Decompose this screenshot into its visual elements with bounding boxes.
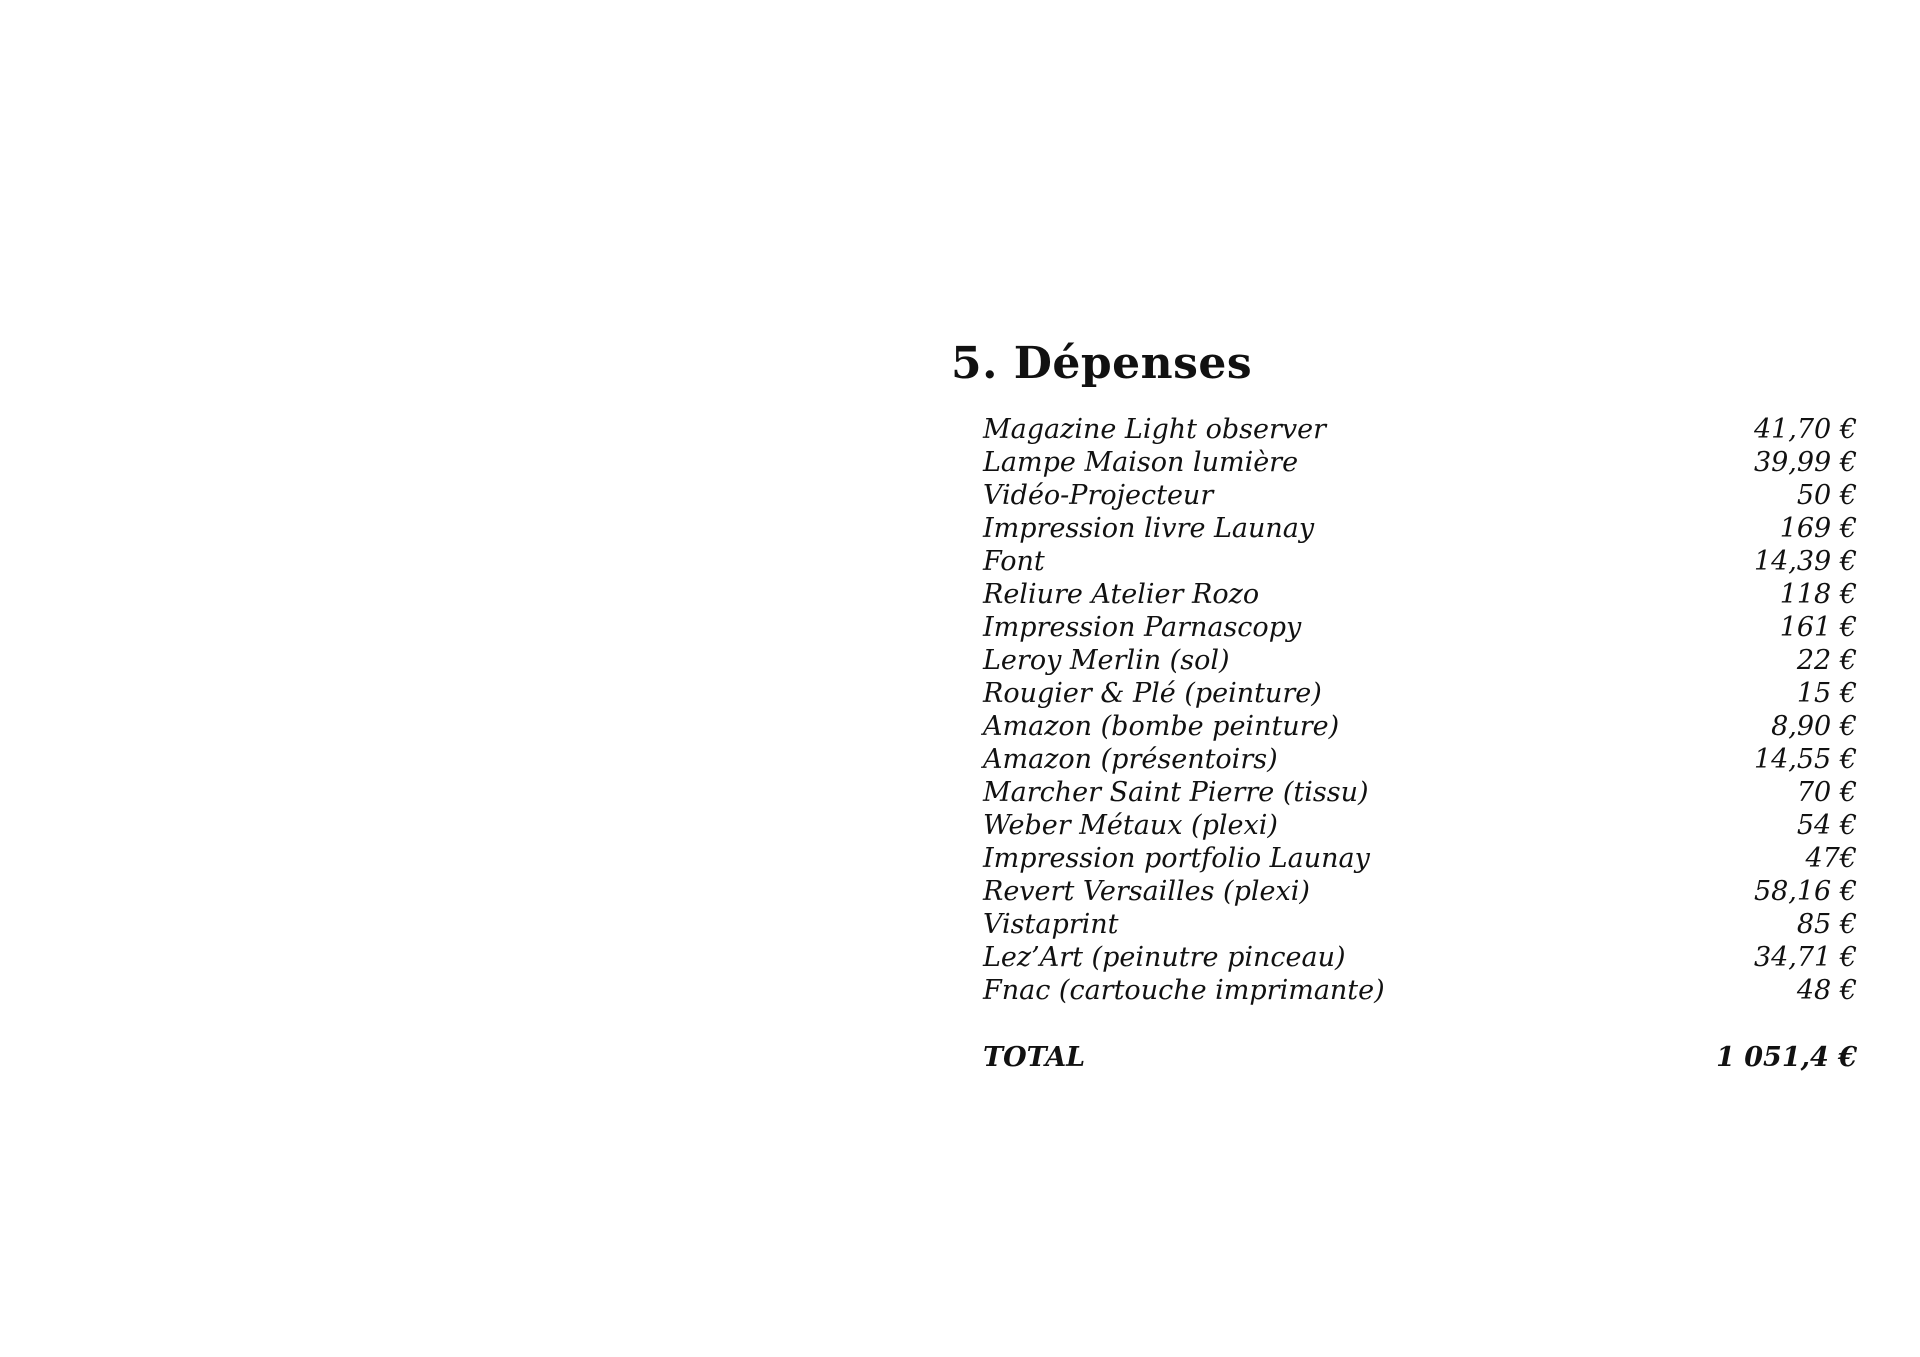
total-row	[983, 1040, 1857, 1076]
expense-label: Vistaprint	[983, 909, 1119, 940]
expense-label: Lez’Art (peinutre pinceau)	[983, 942, 1346, 973]
expense-label: Amazon (bombe peinture)	[983, 711, 1340, 742]
expense-label: Rougier & Plé (peinture)	[983, 678, 1322, 709]
expense-amount: 54 €	[1796, 810, 1857, 841]
expense-label: Reliure Atelier Rozo	[983, 579, 1260, 610]
expense-amount: 39,99 €	[1753, 447, 1857, 478]
page-title: 5. Dépenses	[951, 338, 1253, 389]
expense-label: Lampe Maison lumière	[983, 447, 1299, 478]
expense-amount: 14,39 €	[1753, 546, 1857, 577]
expense-row	[983, 578, 1857, 611]
expense-amount: 118 €	[1779, 579, 1857, 610]
expense-label: Vidéo-Projecteur	[983, 480, 1214, 511]
expense-label: Fnac (cartouche imprimante)	[983, 975, 1385, 1006]
expense-row	[983, 809, 1857, 842]
expense-row	[983, 710, 1857, 743]
expense-label: Font	[983, 546, 1045, 577]
expense-amount: 47€	[1805, 843, 1857, 874]
expense-amount: 169 €	[1779, 513, 1857, 544]
expense-row	[983, 446, 1857, 479]
expense-label: Leroy Merlin (sol)	[983, 645, 1230, 676]
expense-amount: 8,90 €	[1771, 711, 1857, 742]
expense-row	[983, 776, 1857, 809]
expense-row	[983, 644, 1857, 677]
expense-label: Magazine Light observer	[983, 414, 1327, 445]
total-amount: 1 051,4 €	[1716, 1042, 1857, 1073]
expense-label: Revert Versailles (plexi)	[983, 876, 1310, 907]
expense-row	[983, 743, 1857, 776]
expense-row	[983, 908, 1857, 941]
expense-label: Marcher Saint Pierre (tissu)	[983, 777, 1369, 808]
expense-label: Impression livre Launay	[983, 513, 1315, 544]
expense-row	[983, 413, 1857, 446]
expense-amount: 58,16 €	[1753, 876, 1857, 907]
expense-label: Impression Parnascopy	[983, 612, 1302, 643]
expense-row	[983, 512, 1857, 545]
expense-amount: 22 €	[1796, 645, 1857, 676]
expense-row	[983, 941, 1857, 974]
expense-row	[983, 974, 1857, 1007]
expense-label: Weber Métaux (plexi)	[983, 810, 1278, 841]
expense-row	[983, 545, 1857, 578]
expense-amount: 41,70 €	[1753, 414, 1857, 445]
expense-amount: 70 €	[1796, 777, 1857, 808]
expense-amount: 161 €	[1779, 612, 1857, 643]
expense-amount: 15 €	[1796, 678, 1857, 709]
expense-amount: 50 €	[1796, 480, 1857, 511]
expense-amount: 48 €	[1796, 975, 1857, 1006]
expense-label: Amazon (présentoirs)	[983, 744, 1278, 775]
expense-row	[983, 479, 1857, 512]
total-label: TOTAL	[983, 1042, 1086, 1073]
expense-row	[983, 611, 1857, 644]
expense-amount: 34,71 €	[1753, 942, 1857, 973]
expense-amount: 85 €	[1796, 909, 1857, 940]
expense-list	[983, 413, 1857, 1007]
expense-row	[983, 677, 1857, 710]
expense-amount: 14,55 €	[1753, 744, 1857, 775]
expense-row	[983, 875, 1857, 908]
expense-row	[983, 842, 1857, 875]
expense-label: Impression portfolio Launay	[983, 843, 1370, 874]
